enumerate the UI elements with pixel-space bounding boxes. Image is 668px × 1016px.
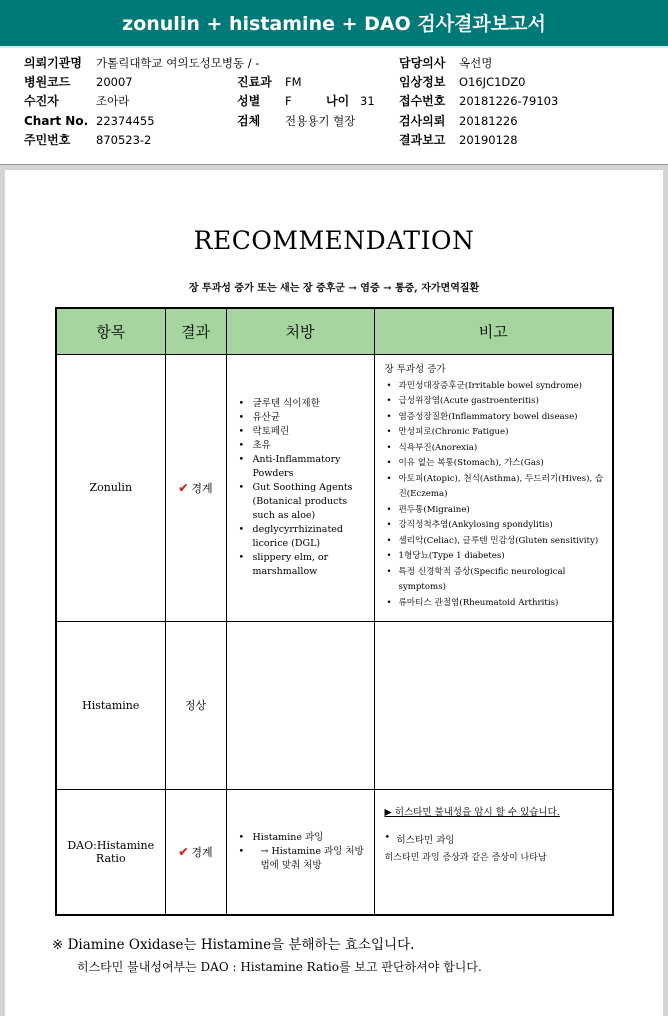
hospital-code-label: 병원코드 bbox=[24, 75, 71, 89]
list-item: • Anti-Inflammatory Powders bbox=[237, 453, 368, 481]
notes-header: 장 투과성 증가 bbox=[384, 363, 446, 375]
report-title: zonulin + histamine + DAO 검사결과보고서 bbox=[0, 0, 668, 48]
list-item: • 류마티스 관절염(Rheumatoid Arthritis) bbox=[385, 596, 605, 612]
clinical-label: 임상정보 bbox=[399, 75, 446, 89]
doctor-label: 담당의사 bbox=[399, 56, 446, 70]
age-value: 31 bbox=[360, 94, 375, 108]
row-zonulin-notes bbox=[374, 354, 613, 621]
row-histamine-result: 정상 bbox=[165, 621, 226, 789]
row-dao-item: DAO:Histamine Ratio bbox=[56, 789, 165, 915]
table-row bbox=[56, 621, 613, 789]
dao-emphasis-note: ▶ 히스타민 불내성을 암시 할 수 있습니다. bbox=[384, 806, 560, 818]
list-item: • 1형당뇨(Type 1 diabetes) bbox=[385, 549, 605, 565]
header-item: 항목 bbox=[56, 308, 165, 354]
list-item: • 셀리악(Celiac), 글루텐 민감성(Gluten sensitivity) bbox=[385, 534, 605, 550]
row-dao-result bbox=[165, 789, 226, 915]
report-value: 20190128 bbox=[459, 133, 518, 147]
list-item: • 이유 없는 복통(Stomach), 가스(Gas) bbox=[385, 456, 605, 472]
row-histamine-rx bbox=[226, 621, 374, 789]
recommendation-subtitle: 장 투과성 증가 또는 새는 장 증후군 → 염증 → 통증, 자가면역질환 bbox=[188, 283, 480, 294]
result-value: 경계 bbox=[191, 845, 213, 859]
institution-label: 의뢰기관명 bbox=[24, 56, 82, 70]
list-item: • 글루텐 식이제한 bbox=[237, 397, 368, 411]
row-histamine-notes bbox=[374, 621, 613, 789]
list-item: • 식욕부진(Anorexia) bbox=[385, 441, 605, 457]
patient-value: 조아라 bbox=[96, 94, 130, 108]
footer-note-1: ※ Diamine Oxidase는 Histamine을 분해하는 효소입니다. bbox=[52, 937, 415, 953]
row-dao-rx bbox=[226, 789, 374, 915]
list-item: • 락토페린 bbox=[237, 425, 368, 439]
header-result: 결과 bbox=[165, 308, 226, 354]
chart-label: Chart No. bbox=[24, 114, 89, 128]
check-icon: ✔ bbox=[178, 480, 189, 495]
list-item: • 유산균 bbox=[237, 411, 368, 425]
dao-sub-note: • 히스타민 과잉 bbox=[385, 832, 605, 846]
row-zonulin-result bbox=[165, 354, 226, 621]
row-dao-notes bbox=[374, 789, 613, 915]
list-item: • 강직성척추염(Ankylosing spondylitis) bbox=[385, 518, 605, 534]
list-item: • slippery elm, or marshmallow bbox=[237, 551, 368, 579]
table-row bbox=[56, 354, 613, 621]
sex-label: 성별 bbox=[237, 94, 261, 108]
list-item: • → Histamine 과잉 처방법에 맞춰 처방 bbox=[237, 845, 368, 873]
result-value: 경계 bbox=[191, 481, 213, 495]
header-prescription: 처방 bbox=[226, 308, 374, 354]
footer-note-2: 히스타민 불내성여부는 DAO : Histamine Ratio를 보고 판단하셔야 합니다. bbox=[77, 960, 482, 974]
row-histamine-item: Histamine bbox=[56, 621, 165, 789]
dao-sub-note-detail: 히스타민 과잉 증상과 같은 증상이 나타남 bbox=[384, 852, 547, 863]
list-item: • 염증성장질환(Inflammatory bowel disease) bbox=[385, 410, 605, 426]
list-item: • 아토피(Atopic), 천식(Asthma), 두드러기(Hives), 습진(Eczema) bbox=[385, 472, 605, 503]
report-label: 결과보고 bbox=[399, 133, 446, 147]
sex-value: F bbox=[285, 94, 292, 108]
recommendation-title: RECOMMENDATION bbox=[193, 226, 475, 255]
dept-value: FM bbox=[285, 75, 302, 89]
list-item: • 만성피로(Chronic Fatigue) bbox=[385, 425, 605, 441]
list-item: • Gut Soothing Agents (Botanical products such as aloe) bbox=[237, 481, 368, 523]
request-value: 20181226 bbox=[459, 114, 518, 128]
list-item: • 초유 bbox=[237, 439, 368, 453]
patient-info bbox=[0, 52, 668, 164]
header-notes: 비고 bbox=[374, 308, 613, 354]
list-item: • Histamine 과잉 bbox=[237, 831, 368, 845]
hospital-code-value: 20007 bbox=[96, 75, 133, 89]
receipt-value: 20181226-79103 bbox=[459, 94, 559, 108]
table-header-row bbox=[56, 308, 613, 354]
patient-label: 수진자 bbox=[24, 94, 59, 108]
request-label: 검사의뢰 bbox=[399, 114, 446, 128]
chart-value: 22374455 bbox=[96, 114, 155, 128]
recommendation-table bbox=[55, 307, 614, 916]
list-item: • 과민성대장증후군(Irritable bowel syndrome) bbox=[385, 379, 605, 395]
clinical-value: O16JC1DZ0 bbox=[459, 75, 526, 89]
list-item: • 특정 신경학적 증상(Specific neurological symptoms) bbox=[385, 565, 605, 596]
dept-label: 진료과 bbox=[237, 75, 272, 89]
age-label: 나이 bbox=[326, 94, 350, 108]
list-item: • 급성위장염(Acute gastroenteritis) bbox=[385, 394, 605, 410]
doctor-value: 옥선명 bbox=[459, 56, 493, 70]
list-item: • deglycyrrhizinated licorice (DGL) bbox=[237, 523, 368, 551]
table-row bbox=[56, 789, 613, 915]
receipt-label: 접수번호 bbox=[399, 94, 446, 108]
rrn-value: 870523-2 bbox=[96, 133, 152, 147]
institution-value: 가톨릭대학교 여의도성모병동 / - bbox=[96, 56, 260, 70]
check-icon: ✔ bbox=[178, 844, 189, 859]
specimen-label: 검체 bbox=[237, 114, 261, 128]
rrn-label: 주민번호 bbox=[24, 133, 71, 147]
specimen-value: 전용용기 혈장 bbox=[285, 114, 356, 128]
list-item: • 편두통(Migraine) bbox=[385, 503, 605, 519]
row-zonulin-item: Zonulin bbox=[56, 354, 165, 621]
row-zonulin-rx bbox=[226, 354, 374, 621]
